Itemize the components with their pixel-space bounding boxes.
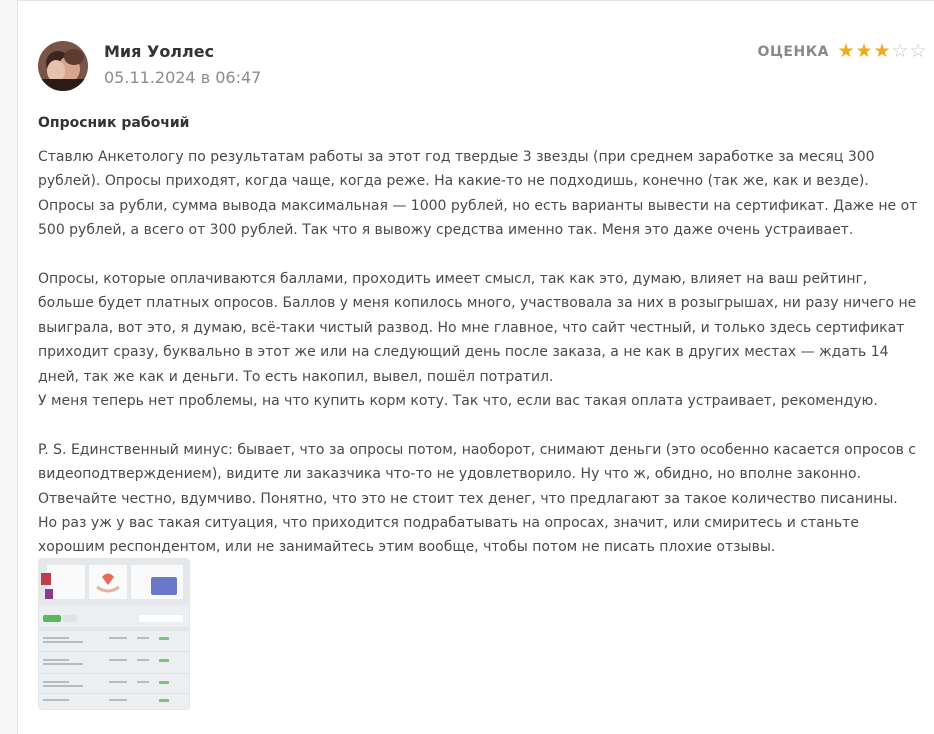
paragraph-gap	[38, 243, 918, 267]
star-empty-icon: ☆	[909, 40, 927, 62]
review-paragraph: У меня теперь нет проблемы, на что купить корм коту. Так что, если вас такая оплата устраивает, рекомендую.	[38, 393, 878, 410]
rating	[758, 42, 927, 61]
star-filled-icon: ★	[837, 40, 855, 62]
star-empty-icon: ☆	[891, 40, 909, 62]
review-paragraph: P. S. Единственный минус: бывает, что за опросы потом, наоборот, снимают деньги (это особенно касается опросов с видеоподтверждением), видите ли заказчика что-то не удовлетворило. Ну что ж, обидно, но вполне законно. Отвечайте честно, вдумчиво. Понятно, что это не стоит тех денег, что предлагают за такое количество писанины. Но раз уж у вас такая ситуация, что приходится подрабатывать на опросах, значит, или смиритесь и станьте хорошим респондентом, или не занимайтесь этим вообще, чтобы потом не писать плохие отзывы.	[38, 441, 916, 556]
rating-label: ОЦЕНКА	[757, 43, 829, 60]
review-card	[17, 0, 934, 734]
review-paragraph: Опросы, которые оплачиваются баллами, проходить имеет смысл, так как это, думаю, влияет на ваш рейтинг, больше будет платных опросов. Баллов у меня копилось много, участвовала за них в розыгрышах, ни разу ничего не выиграла, вот это, я думаю, всё-таки чистый развод. Но мне главное, что сайт честный, и только здесь сертификат приходит сразу, буквально в этот же или на следующий день после заказа, а не как в других местах — ждать 14 дней, так же как и деньги. То есть накопил, вывел, пошёл потратил.	[38, 271, 917, 385]
review-title: Опросник рабочий	[38, 115, 190, 131]
attachment-thumbnail[interactable]	[38, 558, 190, 710]
review-paragraph: Ставлю Анкетологу по результатам работы за этот год твердые 3 звезды (при среднем заработке за месяц 300 рублей). Опросы приходят, когда чаще, когда реже. На какие-то не подходишь, конечно (так же, как и везде). Опросы за рубли, сумма вывода максимальная — 1000 рублей, но есть варианты вывести на сертификат. Даже не от 500 рублей, а всего от 300 рублей. Так что я вывожу средства именно так. Меня это даже очень устраивает.	[38, 149, 918, 239]
star-filled-icon: ★	[873, 40, 891, 62]
review-body	[38, 145, 918, 560]
star-filled-icon: ★	[855, 40, 873, 62]
rating-stars	[837, 42, 927, 61]
author-avatar[interactable]	[38, 41, 88, 91]
review-date: 05.11.2024 в 06:47	[104, 68, 262, 87]
paragraph-gap	[38, 413, 918, 437]
author-name[interactable]: Мия Уоллес	[104, 42, 215, 61]
